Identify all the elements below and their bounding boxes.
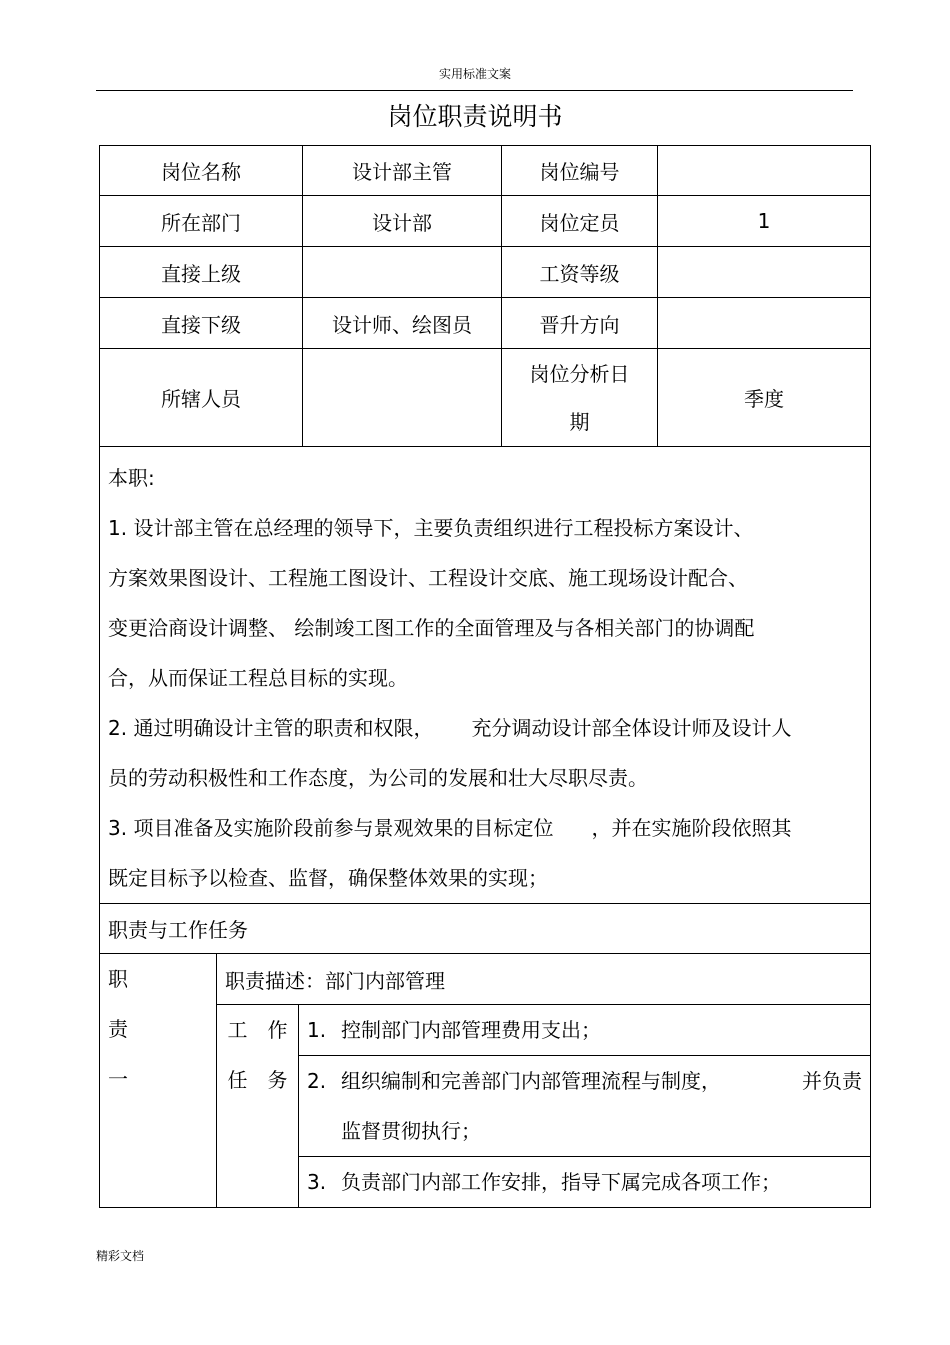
value-cell <box>303 349 502 447</box>
task-item <box>299 1157 871 1208</box>
label-line: 岗位分析日 <box>529 361 630 386</box>
duty-line <box>108 703 862 753</box>
table-row <box>100 954 871 1005</box>
value-cell <box>658 146 871 196</box>
value-cell <box>658 298 871 349</box>
label-char: 一 <box>108 1067 128 1091</box>
value-cell <box>658 247 871 298</box>
label-cell: 岗位编号 <box>502 146 658 196</box>
task-label-line: 工 作 <box>227 1018 288 1042</box>
value-cell: 设计部主管 <box>303 146 502 196</box>
duty-line <box>108 803 862 853</box>
header-rule <box>96 90 853 91</box>
task-text: 负责部门内部工作安排，指导下属完成各项工作； <box>341 1170 781 1194</box>
duty-fragment: 3. 项目准备及实施阶段前参与景观效果的目标定位 <box>108 816 554 840</box>
duty-line: 既定目标予以检查、监督，确保整体效果的实现； <box>108 866 548 890</box>
running-footer: 精彩文档 <box>96 1249 145 1263</box>
label-cell: 所在部门 <box>100 196 303 247</box>
duty-line: 变更洽商设计调整、 绘制竣工图工作的全面管理及与各相关部门的协调配 <box>108 616 755 640</box>
label-cell: 直接下级 <box>100 298 303 349</box>
duty-fragment: 充分调动设计部全体设计师及设计人 <box>471 716 792 740</box>
value-cell: 1 <box>658 196 871 247</box>
table-row <box>100 196 871 247</box>
table-row <box>100 447 871 904</box>
section-title: 职责与工作任务 <box>100 904 871 954</box>
label-cell: 工资等级 <box>502 247 658 298</box>
task-number: 3. <box>307 1170 327 1194</box>
label-cell: 岗位定员 <box>502 196 658 247</box>
duty-heading: 本职: <box>108 466 155 490</box>
document-title: 岗位职责说明书 <box>387 102 563 131</box>
task-text: 组织编制和完善部门内部管理流程与制度， <box>341 1069 721 1093</box>
value-cell: 季度 <box>658 349 871 447</box>
task-text: 并负责 <box>802 1069 862 1093</box>
task-item <box>299 1005 871 1056</box>
label-cell: 晋升方向 <box>502 298 658 349</box>
value-cell <box>303 247 502 298</box>
duty-line: 合，从而保证工程总目标的实现。 <box>108 666 408 690</box>
responsibility-description: 职责描述：部门内部管理 <box>217 954 871 1005</box>
duty-fragment: 2. 通过明确设计主管的职责和权限， <box>108 716 434 740</box>
running-header: 实用标准文案 <box>438 67 511 81</box>
label-char: 职 <box>108 967 128 991</box>
task-item <box>299 1056 871 1157</box>
duty-line: 方案效果图设计、工程施工图设计、工程设计交底、施工现场设计配合、 <box>108 566 748 590</box>
label-cell: 直接上级 <box>100 247 303 298</box>
label-cell: 所辖人员 <box>100 349 303 447</box>
duty-fragment: ，并在实施阶段依照其 <box>591 816 792 840</box>
task-label-line: 任 务 <box>227 1068 288 1092</box>
responsibility-label <box>100 954 217 1208</box>
job-info-table <box>99 145 871 447</box>
label-cell: 岗位名称 <box>100 146 303 196</box>
task-number: 2. <box>307 1069 327 1093</box>
duty-line: 员的劳动积极性和工作态度，为公司的发展和壮大尽职尽责。 <box>108 766 648 790</box>
task-number: 1. <box>307 1018 327 1042</box>
task-line <box>341 1056 862 1106</box>
label-cell <box>502 349 658 447</box>
table-row <box>100 146 871 196</box>
label-line: 期 <box>569 409 590 434</box>
duties-table <box>99 446 871 1208</box>
core-duty-cell <box>100 447 871 904</box>
label-char: 责 <box>108 1017 128 1041</box>
value-cell: 设计师、绘图员 <box>303 298 502 349</box>
table-row <box>100 298 871 349</box>
table-row <box>100 904 871 954</box>
task-label <box>217 1005 299 1208</box>
task-text: 控制部门内部管理费用支出； <box>341 1018 601 1042</box>
table-row <box>100 349 871 447</box>
table-row <box>100 247 871 298</box>
task-text: 监督贯彻执行； <box>341 1119 481 1143</box>
duty-line: 1. 设计部主管在总经理的领导下，主要负责组织进行工程投标方案设计、 <box>108 516 754 540</box>
value-cell: 设计部 <box>303 196 502 247</box>
